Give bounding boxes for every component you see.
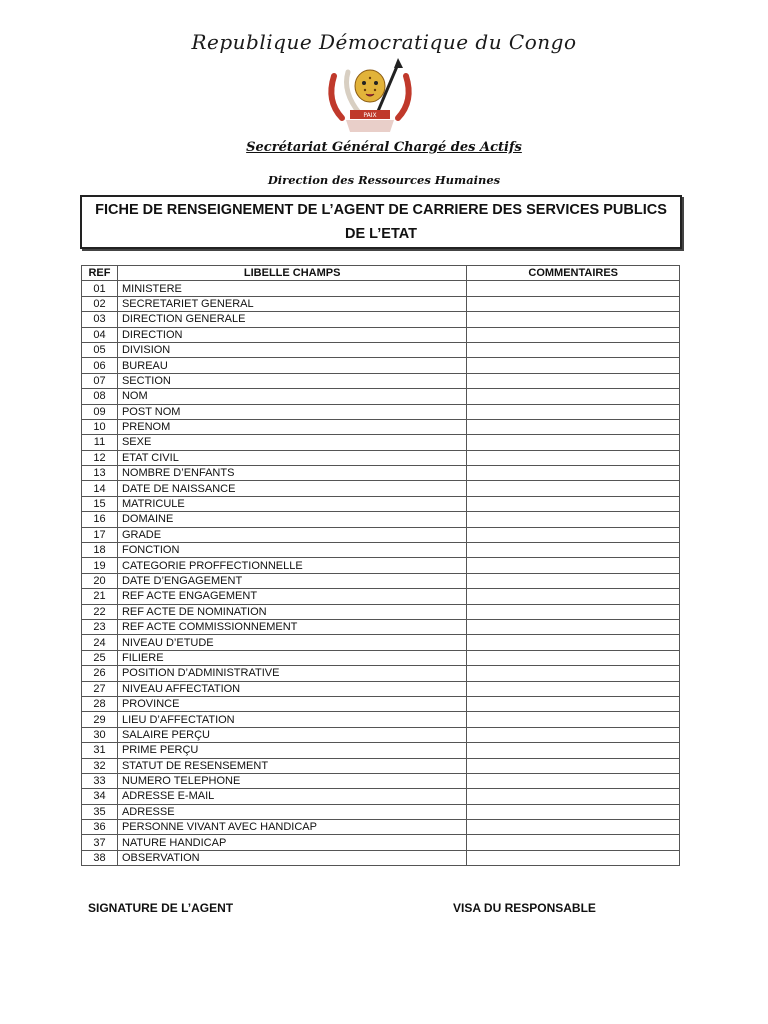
row-label: REF ACTE ENGAGEMENT (117, 589, 466, 604)
table-row (82, 419, 680, 434)
row-label: PRIME PERÇU (117, 743, 466, 758)
table-row (82, 296, 680, 311)
table-row (82, 820, 680, 835)
row-ref: 36 (82, 820, 118, 835)
row-label: SECRETARIET GENERAL (117, 296, 466, 311)
table-row (82, 481, 680, 496)
row-comment-field[interactable] (467, 358, 680, 373)
row-label: DATE DE NAISSANCE (117, 481, 466, 496)
row-ref: 38 (82, 850, 118, 865)
row-label: PERSONNE VIVANT AVEC HANDICAP (117, 820, 466, 835)
row-ref: 10 (82, 419, 118, 434)
row-label: FONCTION (117, 543, 466, 558)
row-comment-field[interactable] (467, 404, 680, 419)
row-ref: 26 (82, 666, 118, 681)
table-row (82, 789, 680, 804)
row-ref: 28 (82, 696, 118, 711)
table-row (82, 619, 680, 634)
table-row (82, 543, 680, 558)
row-label: SEXE (117, 435, 466, 450)
row-label: PROVINCE (117, 696, 466, 711)
table-row (82, 773, 680, 788)
row-label: FILIERE (117, 650, 466, 665)
table-row (82, 342, 680, 357)
table-header-row (82, 266, 680, 281)
form-title-box (80, 195, 682, 249)
row-label: ADRESSE E-MAIL (117, 789, 466, 804)
table-row (82, 650, 680, 665)
row-comment-field[interactable] (467, 312, 680, 327)
country-heading: Republique Démocratique du Congo (191, 30, 577, 54)
row-ref: 17 (82, 527, 118, 542)
row-comment-field[interactable] (467, 589, 680, 604)
row-ref: 25 (82, 650, 118, 665)
table-row (82, 850, 680, 865)
row-label: NOM (117, 389, 466, 404)
row-label: POSITION D’ADMINISTRATIVE (117, 666, 466, 681)
row-ref: 35 (82, 804, 118, 819)
row-ref: 06 (82, 358, 118, 373)
row-ref: 27 (82, 681, 118, 696)
row-ref: 19 (82, 558, 118, 573)
row-label: NATURE HANDICAP (117, 835, 466, 850)
row-ref: 12 (82, 450, 118, 465)
form-title-line1: FICHE DE RENSEIGNEMENT DE L’AGENT DE CARRIERE DES SERVICES PUBLICS (95, 202, 667, 218)
row-ref: 37 (82, 835, 118, 850)
table-row (82, 435, 680, 450)
table-row (82, 804, 680, 819)
table-row (82, 758, 680, 773)
row-label: NIVEAU AFFECTATION (117, 681, 466, 696)
table-row (82, 496, 680, 511)
column-header-ref: REF (82, 266, 118, 281)
row-ref: 13 (82, 466, 118, 481)
table-row (82, 727, 680, 742)
row-comment-field[interactable] (467, 558, 680, 573)
row-comment-field[interactable] (467, 666, 680, 681)
row-comment-field[interactable] (467, 573, 680, 588)
seal-motto: PAIX (363, 112, 377, 119)
row-label: LIEU D’AFFECTATION (117, 712, 466, 727)
row-comment-field[interactable] (467, 743, 680, 758)
row-comment-field[interactable] (467, 820, 680, 835)
row-label: DIVISION (117, 342, 466, 357)
table-row (82, 327, 680, 342)
table-row (82, 835, 680, 850)
row-label: SECTION (117, 373, 466, 388)
row-comment-field[interactable] (467, 373, 680, 388)
row-label: DATE D’ENGAGEMENT (117, 573, 466, 588)
row-label: BUREAU (117, 358, 466, 373)
table-row (82, 373, 680, 388)
table-row (82, 743, 680, 758)
row-comment-field[interactable] (467, 789, 680, 804)
table-row (82, 635, 680, 650)
row-ref: 01 (82, 281, 118, 296)
row-comment-field[interactable] (467, 496, 680, 511)
row-ref: 22 (82, 604, 118, 619)
row-ref: 02 (82, 296, 118, 311)
row-label: MINISTERE (117, 281, 466, 296)
row-ref: 03 (82, 312, 118, 327)
table-row (82, 389, 680, 404)
table-row (82, 681, 680, 696)
row-ref: 32 (82, 758, 118, 773)
row-ref: 31 (82, 743, 118, 758)
table-row (82, 450, 680, 465)
row-comment-field[interactable] (467, 419, 680, 434)
row-label: SALAIRE PERÇU (117, 727, 466, 742)
table-row (82, 696, 680, 711)
row-comment-field[interactable] (467, 804, 680, 819)
row-comment-field[interactable] (467, 650, 680, 665)
row-label: DIRECTION GENERALE (117, 312, 466, 327)
row-ref: 30 (82, 727, 118, 742)
row-label: NIVEAU D’ETUDE (117, 635, 466, 650)
table-row (82, 527, 680, 542)
row-label: DOMAINE (117, 512, 466, 527)
row-comment-field[interactable] (467, 281, 680, 296)
row-label: REF ACTE COMMISSIONNEMENT (117, 619, 466, 634)
table-row (82, 281, 680, 296)
row-ref: 21 (82, 589, 118, 604)
row-comment-field[interactable] (467, 450, 680, 465)
row-label: GRADE (117, 527, 466, 542)
table-row (82, 466, 680, 481)
row-ref: 16 (82, 512, 118, 527)
row-comment-field[interactable] (467, 681, 680, 696)
table-row (82, 512, 680, 527)
table-row (82, 404, 680, 419)
coat-of-arms-icon (320, 56, 420, 136)
row-comment-field[interactable] (467, 696, 680, 711)
row-comment-field[interactable] (467, 342, 680, 357)
column-header-comments: COMMENTAIRES (467, 266, 680, 281)
row-label: DIRECTION (117, 327, 466, 342)
row-label: ADRESSE (117, 804, 466, 819)
row-comment-field[interactable] (467, 327, 680, 342)
table-row (82, 358, 680, 373)
row-comment-field[interactable] (467, 512, 680, 527)
table-row (82, 558, 680, 573)
row-ref: 23 (82, 619, 118, 634)
row-comment-field[interactable] (467, 712, 680, 727)
row-label: CATEGORIE PROFFECTIONNELLE (117, 558, 466, 573)
row-ref: 07 (82, 373, 118, 388)
row-label: REF ACTE DE NOMINATION (117, 604, 466, 619)
row-ref: 18 (82, 543, 118, 558)
row-label: OBSERVATION (117, 850, 466, 865)
row-ref: 24 (82, 635, 118, 650)
info-table (81, 265, 680, 866)
row-comment-field[interactable] (467, 727, 680, 742)
direction-heading: Direction des Ressources Humaines (267, 173, 501, 187)
row-comment-field[interactable] (467, 619, 680, 634)
row-comment-field[interactable] (467, 604, 680, 619)
table-row (82, 666, 680, 681)
row-comment-field[interactable] (467, 481, 680, 496)
form-title-line2: DE L’ETAT (345, 226, 417, 242)
agent-signature-label: SIGNATURE DE L’AGENT (88, 901, 234, 915)
row-label: STATUT DE RESENSEMENT (117, 758, 466, 773)
row-comment-field[interactable] (467, 758, 680, 773)
row-ref: 20 (82, 573, 118, 588)
row-label: ETAT CIVIL (117, 450, 466, 465)
row-comment-field[interactable] (467, 543, 680, 558)
table-row (82, 312, 680, 327)
row-label: POST NOM (117, 404, 466, 419)
row-ref: 33 (82, 773, 118, 788)
row-label: MATRICULE (117, 496, 466, 511)
row-comment-field[interactable] (467, 635, 680, 650)
row-comment-field[interactable] (467, 835, 680, 850)
row-comment-field[interactable] (467, 850, 680, 865)
row-ref: 09 (82, 404, 118, 419)
row-ref: 14 (82, 481, 118, 496)
secretariat-heading: Secrétariat Général Chargé des Actifs (246, 140, 522, 155)
row-ref: 05 (82, 342, 118, 357)
row-ref: 34 (82, 789, 118, 804)
row-comment-field[interactable] (467, 773, 680, 788)
table-row (82, 573, 680, 588)
row-label: PRENOM (117, 419, 466, 434)
table-row (82, 589, 680, 604)
row-comment-field[interactable] (467, 527, 680, 542)
table-row (82, 712, 680, 727)
table-row (82, 604, 680, 619)
row-label: NOMBRE D’ENFANTS (117, 466, 466, 481)
row-ref: 11 (82, 435, 118, 450)
row-ref: 15 (82, 496, 118, 511)
row-label: NUMERO TELEPHONE (117, 773, 466, 788)
row-ref: 04 (82, 327, 118, 342)
row-comment-field[interactable] (467, 466, 680, 481)
row-ref: 08 (82, 389, 118, 404)
row-comment-field[interactable] (467, 389, 680, 404)
column-header-label: LIBELLE CHAMPS (117, 266, 466, 281)
row-comment-field[interactable] (467, 296, 680, 311)
manager-visa-label: VISA DU RESPONSABLE (453, 901, 596, 915)
row-comment-field[interactable] (467, 435, 680, 450)
row-ref: 29 (82, 712, 118, 727)
